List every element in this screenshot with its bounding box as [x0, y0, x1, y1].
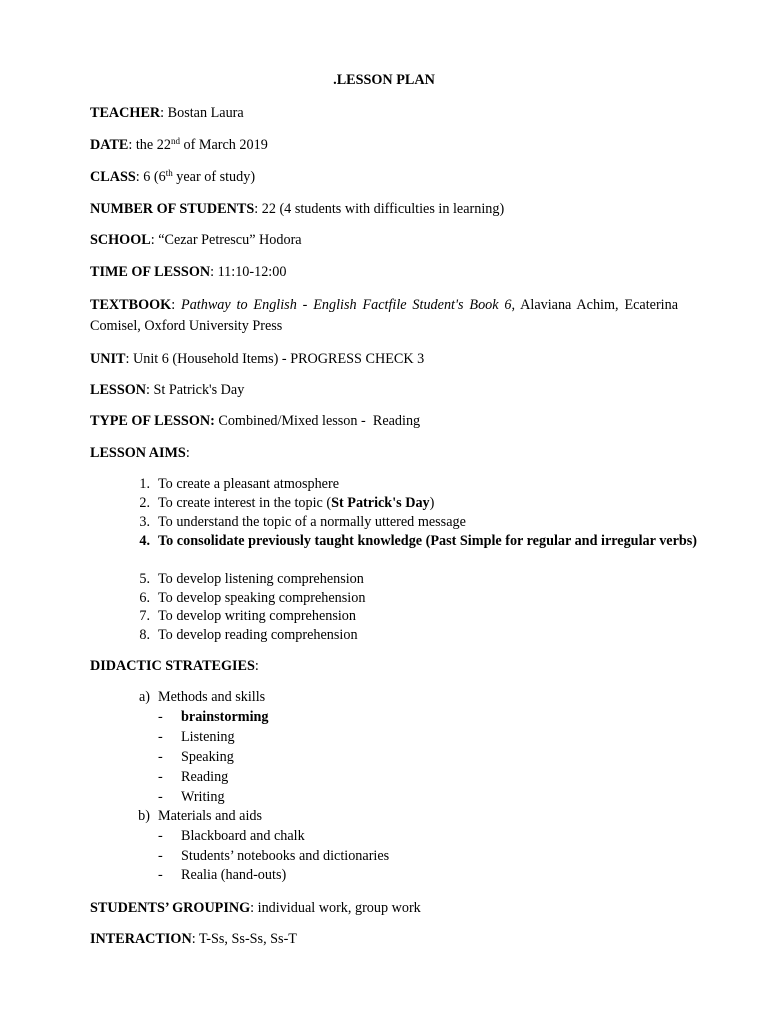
date-field: DATE: the 22nd of March 2019 [90, 136, 268, 153]
students-grouping-field: STUDENTS’ GROUPING: individual work, group work [90, 900, 421, 916]
school-field: SCHOOL: “Cezar Petrescu” Hodora [90, 232, 302, 248]
type-of-lesson-field: TYPE OF LESSON: Combined/Mixed lesson - Reading [90, 413, 421, 429]
students-grouping-label: STUDENTS’ GROUPING [90, 900, 251, 916]
number-of-students-label: NUMBER OF STUDENTS [90, 201, 255, 217]
teacher-value: : Bostan Laura [160, 105, 244, 121]
teacher-field [90, 104, 244, 122]
materials-letter: b) [138, 808, 150, 824]
teacher-label: TEACHER [90, 105, 161, 121]
time-of-lesson-label: TIME OF LESSON [90, 264, 211, 280]
interaction-field: INTERACTION: T-Ss, Ss-Ss, Ss-T [90, 931, 297, 947]
didactic-strategies-heading: DIDACTIC STRATEGIES: [90, 658, 259, 674]
school-label: SCHOOL [90, 232, 151, 248]
textbook-label: TEXTBOOK [90, 297, 172, 313]
number-of-students-field: NUMBER OF STUDENTS: 22 (4 students with difficulties in learning) [90, 201, 505, 217]
time-of-lesson-field: TIME OF LESSON: 11:10-12:00 [90, 264, 287, 280]
didactic-strategies-list: a) Methods and skills - brainstorming - Listening - Speaking - Reading - Writing b) Materials and aids - Blackboard and chalk - Students’ notebooks and dictionaries - Realia (hand-outs) [0, 0, 768, 1024]
textbook-field: TEXTBOOK: Pathway to English - English Factfile Student's Book 6, Alaviana Achim, Ecaterina Comisel, Oxford University Press [90, 297, 679, 334]
class-label: CLASS [90, 169, 136, 185]
page-title: .LESSON PLAN [333, 72, 435, 88]
lesson-aims-heading: LESSON AIMS: [90, 445, 190, 461]
methods-letter: a) [138, 689, 150, 705]
materials-label: Materials and aids [158, 808, 263, 824]
type-of-lesson-label: TYPE OF LESSON: [90, 413, 215, 429]
unit-label: UNIT [90, 351, 126, 367]
lesson-aims-list: 1. To create a pleasant atmosphere 2. To create interest in the topic (St Patrick's Day) 3. To understand the topic of a normally uttered message 4. To consolidate previously taught knowledge (Past Simple for regular and irregular verbs) 5. To develop listening comprehension 6. To develop speaking comprehension 7. To develop writing comprehension 8. To develop reading comprehension [139, 476, 698, 643]
textbook-title: Pathway to English - English Factfile Student's Book 6, [181, 297, 516, 313]
unit-field: UNIT: Unit 6 (Household Items) - PROGRESS CHECK 3 [90, 351, 425, 367]
interaction-label: INTERACTION [90, 931, 192, 947]
lesson-field: LESSON: St Patrick's Day [90, 382, 245, 398]
date-label: DATE [90, 137, 129, 153]
lesson-label: LESSON [90, 382, 146, 398]
class-field: CLASS: 6 (6th year of study) [90, 168, 256, 185]
methods-label: Methods and skills [158, 689, 266, 705]
